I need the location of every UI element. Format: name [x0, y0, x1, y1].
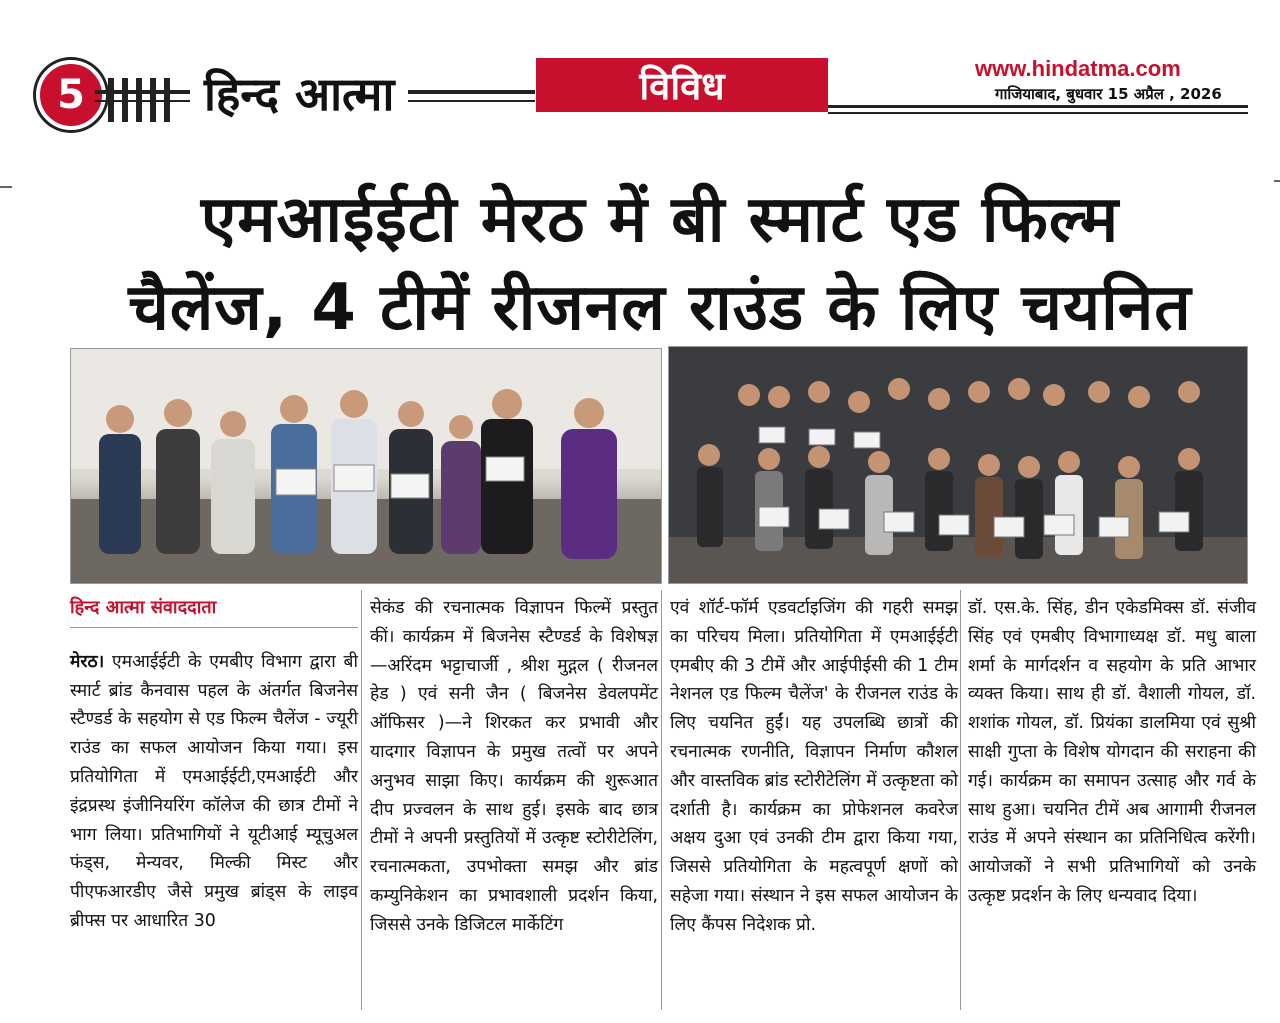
column-divider	[960, 590, 961, 1010]
headline	[60, 176, 1260, 352]
event-photo-teams	[668, 346, 1248, 584]
headline-line-2: चैलेंज, 4 टीमें रीजनल राउंड के लिए चयनित	[128, 271, 1192, 345]
column-text: डॉ. एस.के. सिंह, डीन एकेडमिक्स डॉ. संजीव सिंह एवं एमबीए विभागाध्यक्ष डॉ. मधु बाला शर्मा के मार्गदर्शन व सहयोग के प्रति आभार व्यक्त किया। साथ ही डॉ. वैशाली गोयल, डॉ. शशांक गोयल, डॉ. प्रियंका डालमिया एवं सुश्री साक्षी गुप्ता के विशेष योगदान की सराहना की गई। कार्यक्रम का समापन उत्साह और गर्व के साथ हुआ। चयनित टीमें अब आगामी रीजनल राउंड में अपने संस्थान का प्रतिनिधित्व करेंगी। आयोजकों ने सभी प्रतिभागियों को उनके उत्कृष्ट प्रदर्शन के लिए धन्यवाद दिया।	[968, 598, 1256, 906]
column-divider	[361, 590, 362, 1010]
byline: हिन्द आत्मा संवाददाता	[70, 594, 358, 628]
crop-mark	[0, 186, 12, 188]
column-divider	[661, 590, 662, 1010]
masthead-rule	[828, 112, 1248, 114]
section-tag: विविध	[536, 58, 828, 112]
dateline-city: मेरठ।	[70, 651, 105, 672]
headline-line-1: एमआईईटी मेरठ में बी स्मार्ट एड फिल्म	[200, 183, 1120, 257]
article-column-1	[70, 594, 358, 936]
article-column-2	[370, 594, 658, 940]
dateline: गाजियाबाद, बुधवार 15 अप्रैल , 2026	[995, 85, 1222, 103]
article-column-3	[670, 594, 958, 940]
page-number-badge	[36, 60, 106, 130]
article-column-4	[968, 594, 1256, 911]
crop-mark	[1274, 180, 1280, 182]
masthead-rule	[828, 105, 1248, 108]
website-url[interactable]: www.hindatma.com	[975, 56, 1181, 81]
newspaper-brand: हिन्द आत्मा	[190, 64, 408, 124]
page-number: 5	[57, 72, 85, 118]
column-text: सेकंड की रचनात्मक विज्ञापन फिल्में प्रस्तुत कीं। कार्यक्रम में बिजनेस स्टैण्डर्ड के विशेषज्ञ—अरिंदम भट्टाचार्जी , श्रीश मुद्गल ( रीजनल हेड ) एवं सनी जैन ( बिजनेस डेवलपमेंट ऑफिसर )—ने शिरकत कर प्रभावी और यादगार विज्ञापन के प्रमुख तत्वों पर अपने अनुभव साझा किए। कार्यक्रम की शुरूआत दीप प्रज्वलन के साथ हुई। इसके बाद छात्र टीमों ने अपनी प्रस्तुतियों में उत्कृष्ट स्टोरीटेलिंग, रचनात्मकता, उपभोक्ता समझ और ब्रांड कम्युनिकेशन का प्रभावशाली प्रदर्शन किया, जिससे उनके डिजिटल मार्केटिंग	[370, 598, 658, 935]
event-photo-dignitaries	[70, 348, 662, 584]
column-text: एवं शॉर्ट-फॉर्म एडवर्टाइजिंग की गहरी समझ का परिचय मिला। प्रतियोगिता में एमआईईटी एमबीए की 3 टीमें और आईपीईसी की 1 टीम नेशनल एड फिल्म चैलेंज' के रीजनल राउंड के लिए चयनित हुईं। यह उपलब्धि छात्रों की रचनात्मक रणनीति, विज्ञापन निर्माण कौशल और वास्तविक ब्रांड स्टोरीटेलिंग में उत्कृष्टता को दर्शाती है। कार्यक्रम का प्रोफेशनल कवरेज अक्षय दुआ एवं उनकी टीम द्वारा किया गया, जिससे प्रतियोगिता के महत्वपूर्ण क्षणों को सहेजा गया। संस्थान ने इस सफल आयोजन के लिए कैंपस निदेशक प्रो.	[670, 598, 958, 935]
column-text: एमआईईटी के एमबीए विभाग द्वारा बी स्मार्ट ब्रांड कैनवास पहल के अंतर्गत बिजनेस स्टैण्डर्ड के सहयोग से एड फिल्म चैलेंज - ज्यूरी राउंड का सफल आयोजन किया गया। इस प्रतियोगिता में एमआईईटी,एमआईटी और इंद्रप्रस्थ इंजीनियरिंग कॉलेज की छात्र टीमों ने भाग लिया। प्रतिभागियों ने यूटीआई म्यूचुअल फंड्स, मेन्यवर, मिल्की मिस्ट और पीएफआरडीए जैसे प्रमुख ब्रांड्स के लाइव ब्रीफ्स पर आधारित 30	[70, 651, 358, 931]
